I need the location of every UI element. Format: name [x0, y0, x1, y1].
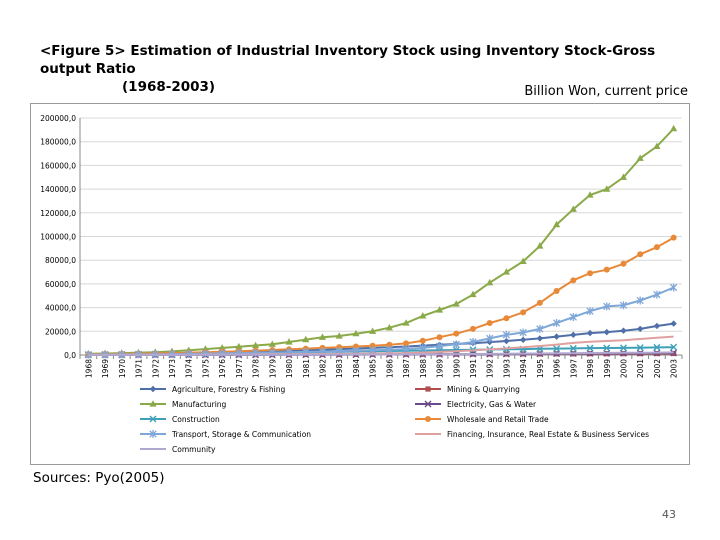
data-point	[620, 261, 626, 267]
legend-label: Construction	[172, 415, 220, 424]
data-point	[487, 320, 493, 326]
x-tick-label: 1971	[134, 359, 144, 379]
x-tick-label: 1980	[285, 359, 295, 379]
x-tick-label: 1977	[234, 359, 244, 379]
y-tick-label: 120000,0	[40, 208, 76, 218]
unit-label: Billion Won, current price	[524, 84, 688, 99]
page-number: 43	[662, 508, 676, 521]
x-tick-label: 1973	[167, 359, 177, 379]
x-tick-label: 2003	[669, 359, 679, 379]
x-tick-label: 1986	[385, 359, 395, 379]
legend-label: Mining & Quarrying	[447, 385, 520, 394]
data-point	[620, 328, 626, 334]
x-tick-label: 2002	[652, 359, 662, 379]
data-point	[570, 277, 576, 283]
legend-item	[415, 415, 549, 424]
y-tick-label: 60000,0	[44, 279, 76, 289]
legend-item	[415, 400, 537, 409]
x-tick-label: 1993	[502, 359, 512, 379]
x-tick-label: 1976	[218, 359, 228, 379]
data-point	[553, 333, 559, 339]
legend-label: Manufacturing	[172, 400, 227, 409]
x-tick-label: 1990	[452, 359, 462, 379]
x-tick-label: 1997	[569, 359, 579, 379]
legend-item	[140, 445, 216, 454]
y-tick-label: 160000,0	[40, 161, 76, 171]
legend-swatch-marker	[150, 386, 156, 392]
legend-item	[415, 385, 520, 394]
source-note: Sources: Pyo(2005)	[33, 470, 165, 486]
line-chart	[30, 103, 690, 465]
x-tick-label: 1995	[535, 359, 545, 379]
data-point	[654, 323, 660, 329]
series-line	[88, 129, 673, 354]
x-tick-label: 1981	[301, 359, 311, 379]
data-point	[503, 315, 509, 321]
series-5	[85, 235, 676, 358]
legend-item	[415, 430, 649, 439]
legend-label: Financing, Insurance, Real Estate & Business Services	[447, 430, 649, 439]
x-tick-label: 1994	[519, 359, 529, 379]
x-tick-label: 1989	[435, 359, 445, 379]
data-point	[437, 334, 443, 340]
data-point	[670, 320, 676, 326]
legend-label: Electricity, Gas & Water	[447, 400, 537, 409]
data-point	[671, 235, 677, 241]
x-tick-label: 2000	[619, 359, 629, 379]
y-tick-label: 80000,0	[44, 256, 76, 266]
y-tick-label: 180000,0	[40, 137, 76, 147]
x-tick-label: 1972	[151, 359, 161, 379]
y-tick-label: 100000,0	[40, 232, 76, 242]
x-tick-label: 1991	[468, 359, 478, 379]
x-tick-label: 1975	[201, 359, 211, 379]
x-tick-label: 2001	[636, 359, 646, 379]
x-tick-label: 1979	[268, 359, 278, 379]
x-tick-label: 1987	[402, 359, 412, 379]
data-point	[420, 338, 426, 344]
data-point	[537, 335, 543, 341]
legend-swatch-marker	[425, 416, 431, 422]
data-point	[520, 309, 526, 315]
legend-swatch-marker	[425, 386, 430, 391]
data-point	[670, 125, 677, 131]
data-point	[587, 270, 593, 276]
legend-label: Community	[172, 445, 216, 454]
x-tick-label: 1992	[485, 359, 495, 379]
data-point	[537, 300, 543, 306]
x-tick-label: 1999	[602, 359, 612, 379]
figure-title-line2: (1968-2003)	[122, 79, 216, 95]
x-tick-label: 1998	[586, 359, 596, 379]
legend-item	[140, 430, 311, 439]
x-tick-label: 1974	[184, 359, 194, 379]
data-point	[654, 244, 660, 250]
series-line	[88, 238, 673, 355]
data-point	[470, 326, 476, 332]
x-tick-label: 1984	[351, 359, 361, 379]
x-tick-label: 1996	[552, 359, 562, 379]
legend-label: Wholesale and Retail Trade	[447, 415, 549, 424]
data-point	[554, 288, 560, 294]
data-point	[520, 337, 526, 343]
x-tick-label: 1970	[117, 359, 127, 379]
x-tick-label: 1978	[251, 359, 261, 379]
y-tick-label: 140000,0	[40, 185, 76, 195]
data-point	[453, 331, 459, 337]
y-tick-label: 40000,0	[44, 303, 76, 313]
legend-label: Agriculture, Forestry & Fishing	[172, 385, 286, 394]
x-tick-label: 1985	[368, 359, 378, 379]
series-2	[85, 125, 677, 357]
y-tick-label: 0,0	[64, 351, 76, 360]
legend-label: Transport, Storage & Communication	[172, 430, 312, 439]
data-point	[637, 251, 643, 257]
data-point	[604, 267, 610, 273]
figure-title-line1: <Figure 5> Estimation of Industrial Inventory Stock using Inventory Stock-Gross output Ratio	[40, 43, 656, 77]
data-point	[570, 332, 576, 338]
x-tick-label: 1988	[418, 359, 428, 379]
legend-item	[140, 385, 286, 394]
x-tick-label: 1969	[101, 359, 111, 379]
y-tick-label: 20000,0	[44, 327, 76, 337]
legend-item	[140, 400, 227, 409]
x-tick-label: 1983	[335, 359, 345, 379]
y-tick-label: 200000,0	[40, 114, 76, 123]
x-tick-label: 1982	[318, 359, 328, 379]
data-point	[604, 329, 610, 335]
x-tick-label: 1968	[84, 359, 94, 379]
legend-item	[140, 415, 220, 424]
